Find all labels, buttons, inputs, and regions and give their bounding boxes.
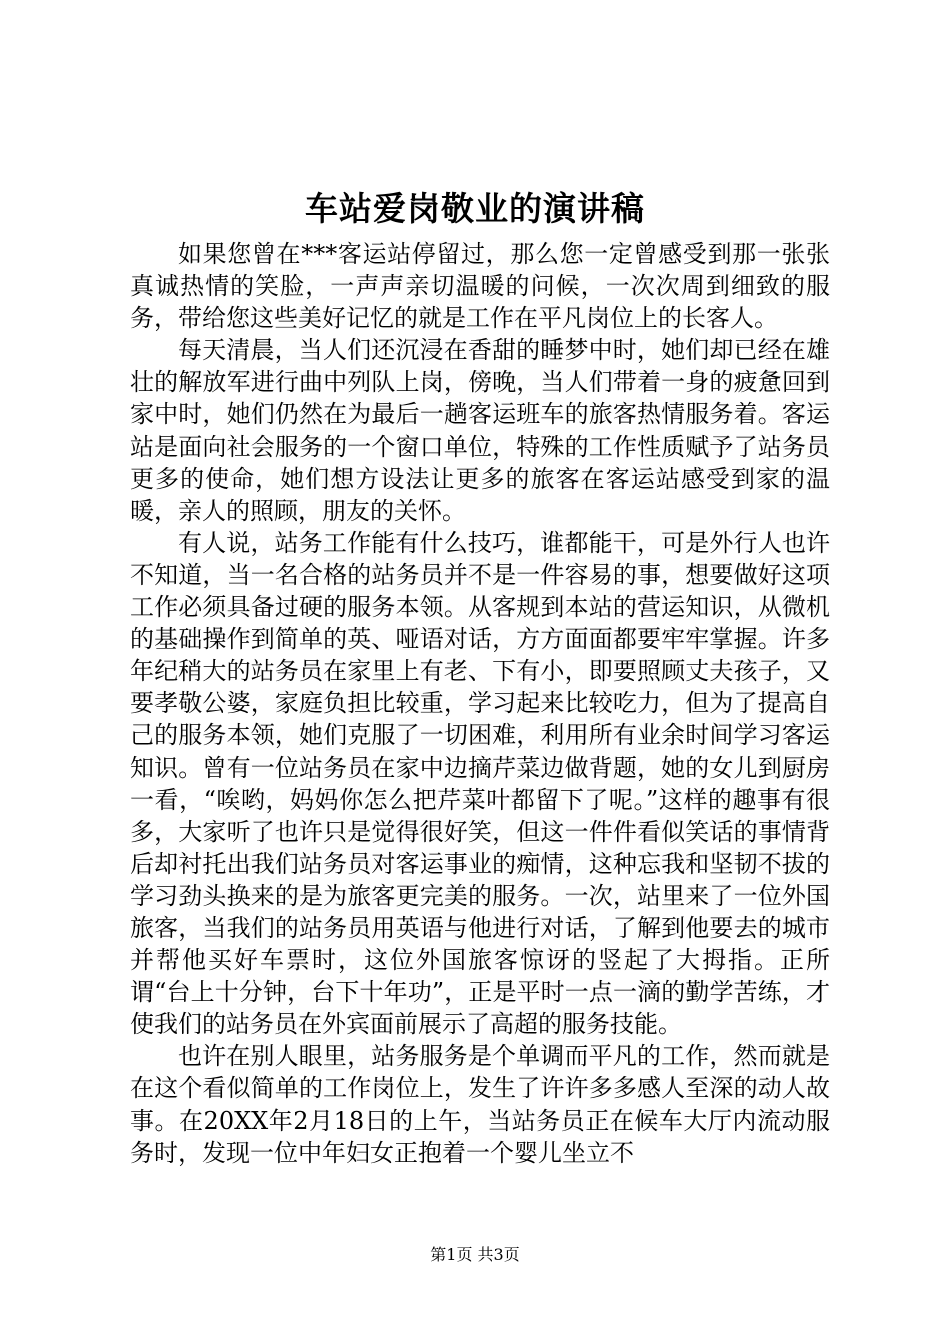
page-footer: 第1页 共3页 [430,1245,520,1264]
paragraph: 也许在别人眼里，站务服务是个单调而平凡的工作，然而就是在这个看似简单的工作岗位上，发生了许许多多感人至深的动人故事。在20XX年2月18日的上午，当站务员正在候车大厅内流动服务时，发现一位中年妇女正抱着一个婴儿坐立不 [130,1042,830,1167]
paragraph: 如果您曾在***客运站停留过，那么您一定曾感受到那一张张真诚热情的笑脸，一声声亲切温暖的问候，一次次周到细致的服务，带给您这些美好记忆的就是工作在平凡岗位上的长客人。 [130,240,830,333]
document-title: 车站爱岗敬业的演讲稿 [305,189,645,228]
paragraph: 每天清晨，当人们还沉浸在香甜的睡梦中时，她们却已经在雄壮的解放军进行曲中列队上岗，傍晚，当人们带着一身的疲惫回到家中时，她们仍然在为最后一趟客运班车的旅客热情服务着。客运站是面向社会服务的一个窗口单位，特殊的工作性质赋予了站务员更多的使命，她们想方设法让更多的旅客在客运站感受到家的温暖，亲人的照顾，朋友的关怀。 [130,336,830,525]
paragraph: 有人说，站务工作能有什么技巧，谁都能干，可是外行人也许不知道，当一名合格的站务员并不是一件容易的事，想要做好这项工作必须具备过硬的服务本领。从客规到本站的营运知识，从微机的基础操作到简单的英、哑语对话，方方面面都要牢牢掌握。许多年纪稍大的站务员在家里上有老、下有小，即要照顾丈夫孩子，又要孝敬公婆，家庭负担比较重，学习起来比较吃力，但为了提高自己的服务本领，她们克服了一切困难，利用所有业余时间学习客运知识。曾有一位站务员在家中边摘芹菜边做背题，她的女儿到厨房一看，“唉哟，妈妈你怎么把芹菜叶都留下了呢。”这样的趣事有很多，大家听了也许只是觉得很好笑，但这一件件看似笑话的事情背后却衬托出我们站务员对客运事业的痴情，这种忘我和坚韧不拔的学习劲头换来的是为旅客更完美的服务。一次，站里来了一位外国旅客，当我们的站务员用英语与他进行对话，了解到他要去的城市并帮他买好车票时，这位外国旅客惊讶的竖起了大拇指。正所谓“台上十分钟，台下十年功”，正是平时一点一滴的勤学苦练，才使我们的站务员在外宾面前展示了高超的服务技能。 [130,528,830,1039]
document-body [130,238,830,1169]
